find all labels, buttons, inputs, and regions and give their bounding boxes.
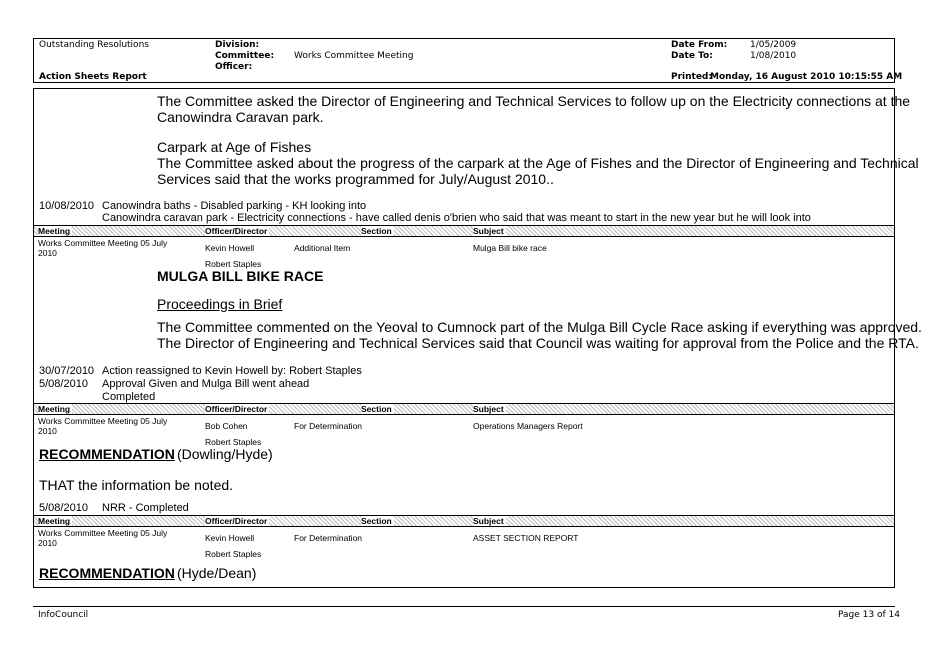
committee-label: Committee: xyxy=(215,51,275,61)
officer-name: Bob Cohen xyxy=(205,421,248,431)
column-subject: Subject xyxy=(473,226,504,236)
date-to-label: Date To: xyxy=(671,51,713,61)
recommendation-movers: (Hyde/Dean) xyxy=(177,565,257,581)
report-header xyxy=(33,38,903,83)
paragraph-line: The Committee asked the Director of Engineering and Technical Services to follow up on the Electricity connections at the xyxy=(157,93,911,109)
column-meeting: Meeting xyxy=(38,516,71,526)
section-value: For Determination xyxy=(294,421,363,431)
date-to-value: 1/08/2010 xyxy=(750,51,797,61)
action-sheet-body xyxy=(33,88,922,588)
meeting-year: 2010 xyxy=(38,248,57,258)
recommendation-text: THAT the information be noted. xyxy=(39,477,234,493)
printed-value: Monday, 16 August 2010 10:15:55 AM xyxy=(710,72,903,82)
table-header-row xyxy=(34,225,894,237)
note-date: 5/08/2010 xyxy=(39,502,88,514)
note-date: 5/08/2010 xyxy=(39,378,88,390)
date-from-label: Date From: xyxy=(671,40,728,50)
division-label: Division: xyxy=(215,40,260,50)
column-officer: Officer/Director xyxy=(205,226,268,236)
column-officer: Officer/Director xyxy=(205,516,268,526)
officer-label: Officer: xyxy=(215,62,253,72)
printed-label: Printed: xyxy=(671,72,712,82)
column-section: Section xyxy=(361,516,392,526)
subheading: Proceedings in Brief xyxy=(157,296,283,312)
footer-app-name: InfoCouncil xyxy=(38,610,89,620)
subject-value: Operations Managers Report xyxy=(473,421,583,431)
paragraph-line: The Committee asked about the progress of the carpark at the Age of Fishes and the Director of Engineering and Technical xyxy=(157,155,919,171)
note-text: Completed xyxy=(102,391,156,403)
note-text: Canowindra baths - Disabled parking - KH looking into xyxy=(102,200,367,212)
note-date: 30/07/2010 xyxy=(39,365,95,377)
officer-name: Kevin Howell xyxy=(205,533,255,543)
recommendation-label: RECOMMENDATION xyxy=(39,446,175,462)
director-name: Robert Staples xyxy=(205,549,262,559)
director-name: Robert Staples xyxy=(205,259,262,269)
note-text: Canowindra caravan park - Electricity connections - have called denis o'brien who said that was meant to start in the new year but he will look into xyxy=(102,212,811,224)
recommendation-movers: (Dowling/Hyde) xyxy=(177,446,273,462)
paragraph-line: Services said that the works programmed for July/August 2010.. xyxy=(157,171,554,187)
column-section: Section xyxy=(361,226,392,236)
report-title: Outstanding Resolutions xyxy=(39,40,149,50)
paragraph-line: The Director of Engineering and Technical Services said that Council was waiting for approval from the Police and the RTA. xyxy=(157,335,919,351)
column-meeting: Meeting xyxy=(38,404,71,414)
recommendation-label: RECOMMENDATION xyxy=(39,565,175,581)
director-name: Robert Staples xyxy=(205,437,262,447)
table-header-row xyxy=(34,515,894,527)
column-section: Section xyxy=(361,404,392,414)
note-text: Action reassigned to Kevin Howell by: Robert Staples xyxy=(102,365,362,377)
meeting-name: Works Committee Meeting 05 July xyxy=(38,416,168,426)
table-header-row xyxy=(34,403,894,415)
officer-name: Kevin Howell xyxy=(205,243,255,253)
column-subject: Subject xyxy=(473,516,504,526)
paragraph-line: The Committee commented on the Yeoval to Cumnock part of the Mulga Bill Cycle Race asking if everything was approved. xyxy=(157,319,922,335)
footer-divider xyxy=(33,606,895,607)
column-subject: Subject xyxy=(473,404,504,414)
meeting-name: Works Committee Meeting 05 July xyxy=(38,238,168,248)
item-title: MULGA BILL BIKE RACE xyxy=(157,268,324,284)
note-text: NRR - Completed xyxy=(102,502,189,514)
page-number: Page 13 of 14 xyxy=(838,610,900,620)
committee-value: Works Committee Meeting xyxy=(294,51,414,61)
meeting-name: Works Committee Meeting 05 July xyxy=(38,528,168,538)
paragraph-line: Canowindra Caravan park. xyxy=(157,109,324,125)
meeting-year: 2010 xyxy=(38,538,57,548)
subheading: Carpark at Age of Fishes xyxy=(157,139,312,155)
subject-value: Mulga Bill bike race xyxy=(473,243,547,253)
date-from-value: 1/05/2009 xyxy=(750,40,797,50)
subject-value: ASSET SECTION REPORT xyxy=(473,533,579,543)
section-value: Additional Item xyxy=(294,243,351,253)
note-date: 10/08/2010 xyxy=(39,200,95,212)
section-value: For Determination xyxy=(294,533,363,543)
meeting-year: 2010 xyxy=(38,426,57,436)
column-officer: Officer/Director xyxy=(205,404,268,414)
report-subtitle: Action Sheets Report xyxy=(39,72,147,82)
note-text: Approval Given and Mulga Bill went ahead xyxy=(102,378,310,390)
column-meeting: Meeting xyxy=(38,226,71,236)
